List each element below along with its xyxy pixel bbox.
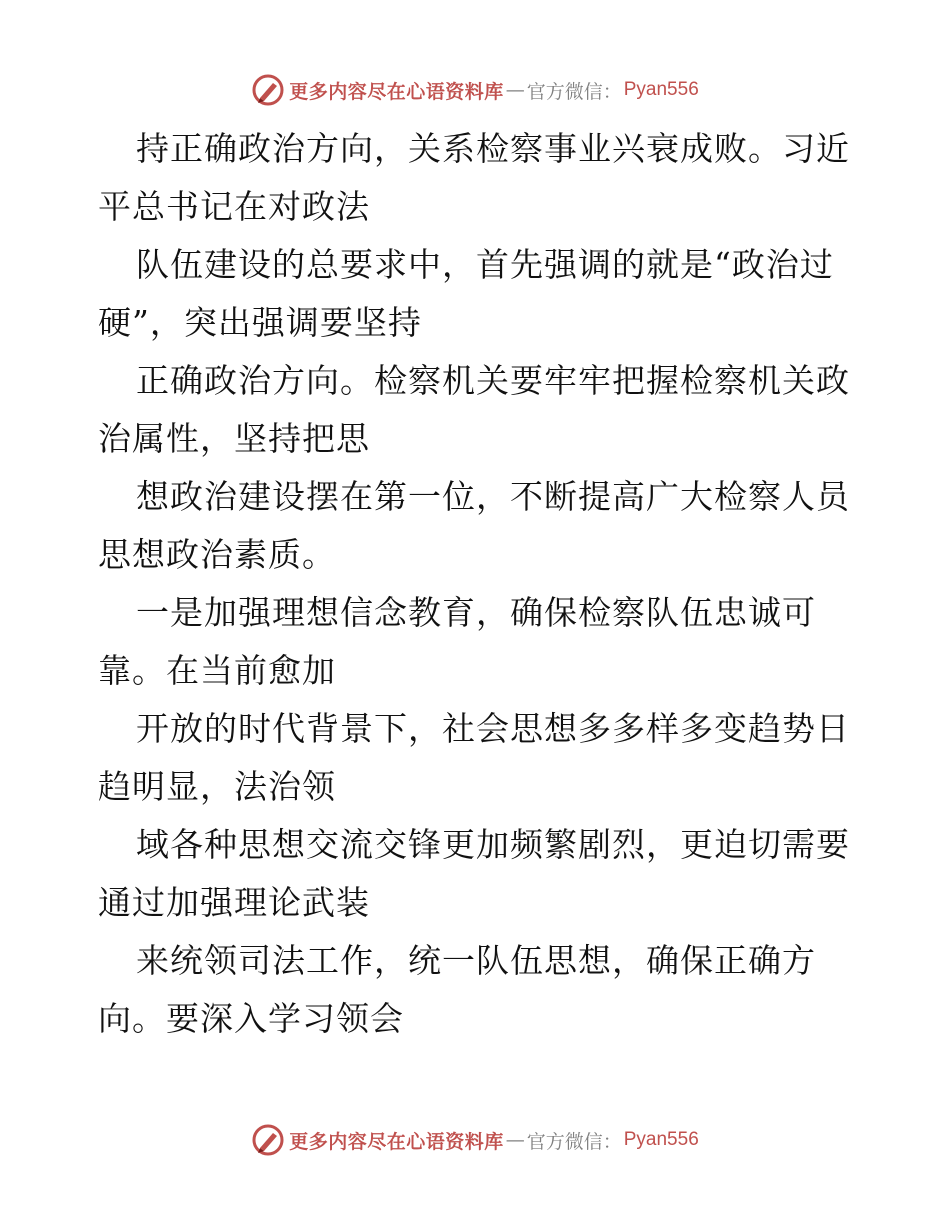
text-line-16: 向。要深入学习领会 <box>98 999 404 1038</box>
text-line-1: 持正确政治方向，关系检察事业兴衰成败。习近 <box>136 129 850 168</box>
text-line-15: 来统领司法工作，统一队伍思想，确保正确方 <box>136 941 816 980</box>
header-wechat-label: 官方微信： <box>526 80 622 103</box>
text-line-8: 思想政治素质。 <box>98 535 336 574</box>
text-line-13: 域各种思想交流交锋更加频繁剧烈，更迫切需要 <box>136 825 850 864</box>
footer-banner-text: 更多内容尽在心语资料库 <box>289 1130 504 1153</box>
text-line-2: 平总书记在对政法 <box>98 187 370 226</box>
footer-wechat-id: Pyan556 <box>623 1129 699 1150</box>
header-banner-text: 更多内容尽在心语资料库 <box>289 80 504 103</box>
footer-banner <box>0 1120 950 1160</box>
document-body <box>98 120 858 1048</box>
text-line-4: 硬”，突出强调要坚持 <box>98 303 422 342</box>
text-line-11: 开放的时代背景下，社会思想多多样多变趋势日 <box>136 709 850 748</box>
text-line-12: 趋明显，法治领 <box>98 767 336 806</box>
header-wechat-id: Pyan556 <box>623 79 699 100</box>
text-line-14: 通过加强理论武装 <box>98 883 370 922</box>
footer-wechat-label: 官方微信： <box>526 1130 622 1153</box>
text-line-3: 队伍建设的总要求中，首先强调的就是“政治过 <box>136 245 834 284</box>
pen-circle-logo-icon <box>251 1123 285 1157</box>
header-separator: — <box>505 79 525 101</box>
header-banner <box>0 70 950 110</box>
pen-circle-logo-icon <box>251 73 285 107</box>
text-line-7: 想政治建设摆在第一位，不断提高广大检察人员 <box>136 477 850 516</box>
text-line-9: 一是加强理想信念教育，确保检察队伍忠诚可 <box>136 593 816 632</box>
text-line-10: 靠。在当前愈加 <box>98 651 336 690</box>
footer-separator: — <box>505 1129 525 1151</box>
text-line-5: 正确政治方向。检察机关要牢牢把握检察机关政 <box>136 361 850 400</box>
text-line-6: 治属性，坚持把思 <box>98 419 370 458</box>
